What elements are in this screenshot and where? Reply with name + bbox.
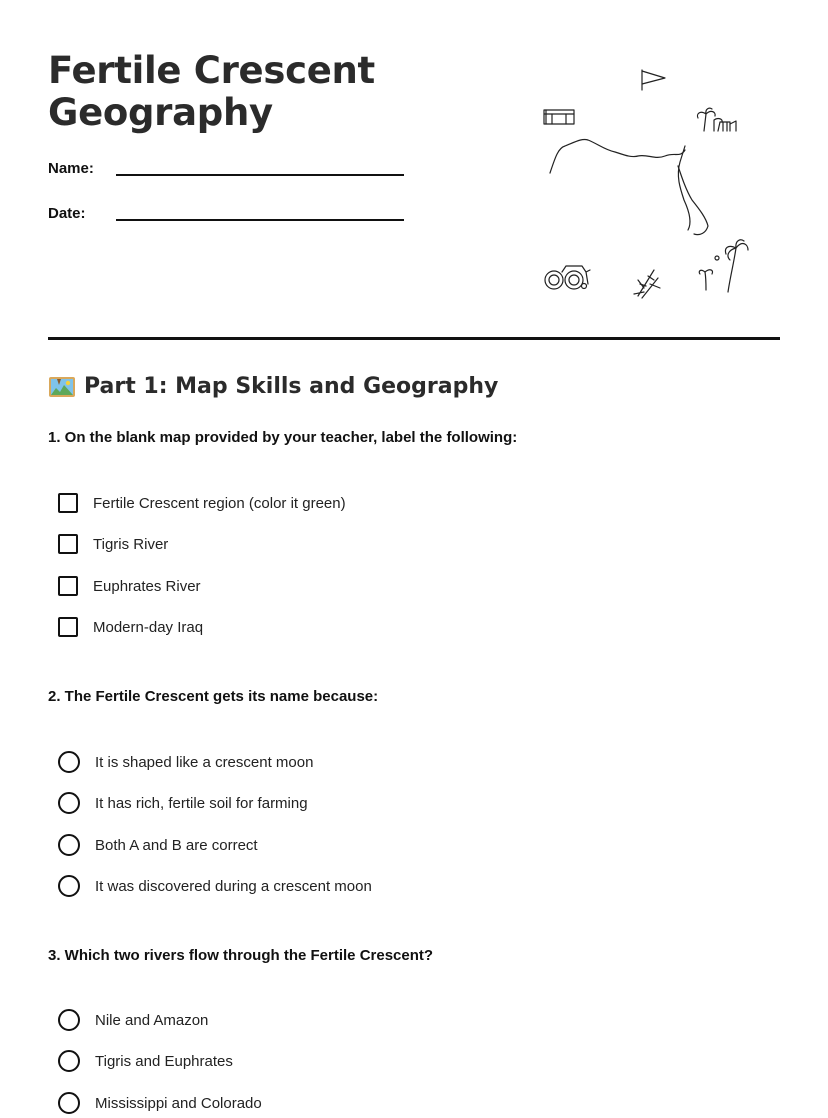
worksheet-title: [48, 50, 375, 134]
name-field: [48, 160, 94, 177]
q1-option-4[interactable]: [58, 615, 203, 639]
option-label: Both A and B are correct: [95, 836, 258, 854]
option-label: It was discovered during a crescent moon: [95, 877, 372, 895]
checkbox[interactable]: [58, 493, 78, 513]
option-label: Modern-day Iraq: [93, 618, 204, 636]
radio-button[interactable]: [58, 834, 80, 856]
flag-icon: [642, 70, 665, 90]
date-line[interactable]: [116, 219, 404, 221]
option-label: It is shaped like a crescent moon: [95, 753, 314, 771]
question-2: 2. The Fertile Crescent gets its name because:: [48, 688, 379, 705]
option-label: It has rich, fertile soil for farming: [95, 794, 308, 812]
crescent-outline: [550, 139, 708, 234]
radio-button[interactable]: [58, 751, 80, 773]
name-line[interactable]: [116, 174, 404, 176]
option-label: Nile and Amazon: [95, 1011, 209, 1029]
date-label: Date:: [48, 205, 86, 222]
checkbox[interactable]: [58, 576, 78, 596]
temple-icon: [544, 110, 574, 124]
chariot-icon: [545, 266, 590, 289]
q3-option-2[interactable]: [58, 1049, 233, 1073]
option-label: Tigris and Euphrates: [95, 1052, 233, 1070]
option-label: Fertile Crescent region (color it green): [93, 494, 346, 512]
radio-button[interactable]: [58, 1009, 80, 1031]
q3-option-3[interactable]: [58, 1091, 262, 1115]
q2-option-2[interactable]: [58, 791, 308, 815]
q3-option-1[interactable]: [58, 1008, 208, 1032]
option-label: Euphrates River: [93, 577, 201, 595]
header-divider: [48, 337, 780, 340]
option-label: Tigris River: [93, 535, 169, 553]
part1-title: Part 1: Map Skills and Geography: [84, 374, 499, 399]
name-label: Name:: [48, 160, 94, 177]
reed-plants-icon: [634, 270, 660, 298]
q2-option-4[interactable]: [58, 874, 372, 898]
q2-option-1[interactable]: [58, 750, 313, 774]
date-field: [48, 205, 86, 222]
checkbox[interactable]: [58, 534, 78, 554]
radio-button[interactable]: [58, 1092, 80, 1114]
title-line-2: Geography: [48, 91, 273, 134]
fertile-crescent-illustration: [530, 58, 780, 308]
question-1: 1. On the blank map provided by your teacher, label the following:: [48, 429, 518, 446]
q1-option-3[interactable]: [58, 574, 201, 598]
q2-option-3[interactable]: [58, 833, 258, 857]
option-label: Mississippi and Colorado: [95, 1094, 262, 1112]
palm-tree-icon: [699, 240, 748, 292]
checkbox[interactable]: [58, 617, 78, 637]
q1-option-2[interactable]: [58, 532, 168, 556]
map-icon: [48, 375, 76, 399]
part1-heading: [48, 374, 498, 399]
palm-trees-icon: [697, 108, 736, 131]
title-line-1: Fertile Crescent: [48, 49, 375, 92]
q1-option-1[interactable]: [58, 491, 346, 515]
radio-button[interactable]: [58, 875, 80, 897]
question-3: 3. Which two rivers flow through the Fertile Crescent?: [48, 947, 434, 964]
radio-button[interactable]: [58, 1050, 80, 1072]
radio-button[interactable]: [58, 792, 80, 814]
